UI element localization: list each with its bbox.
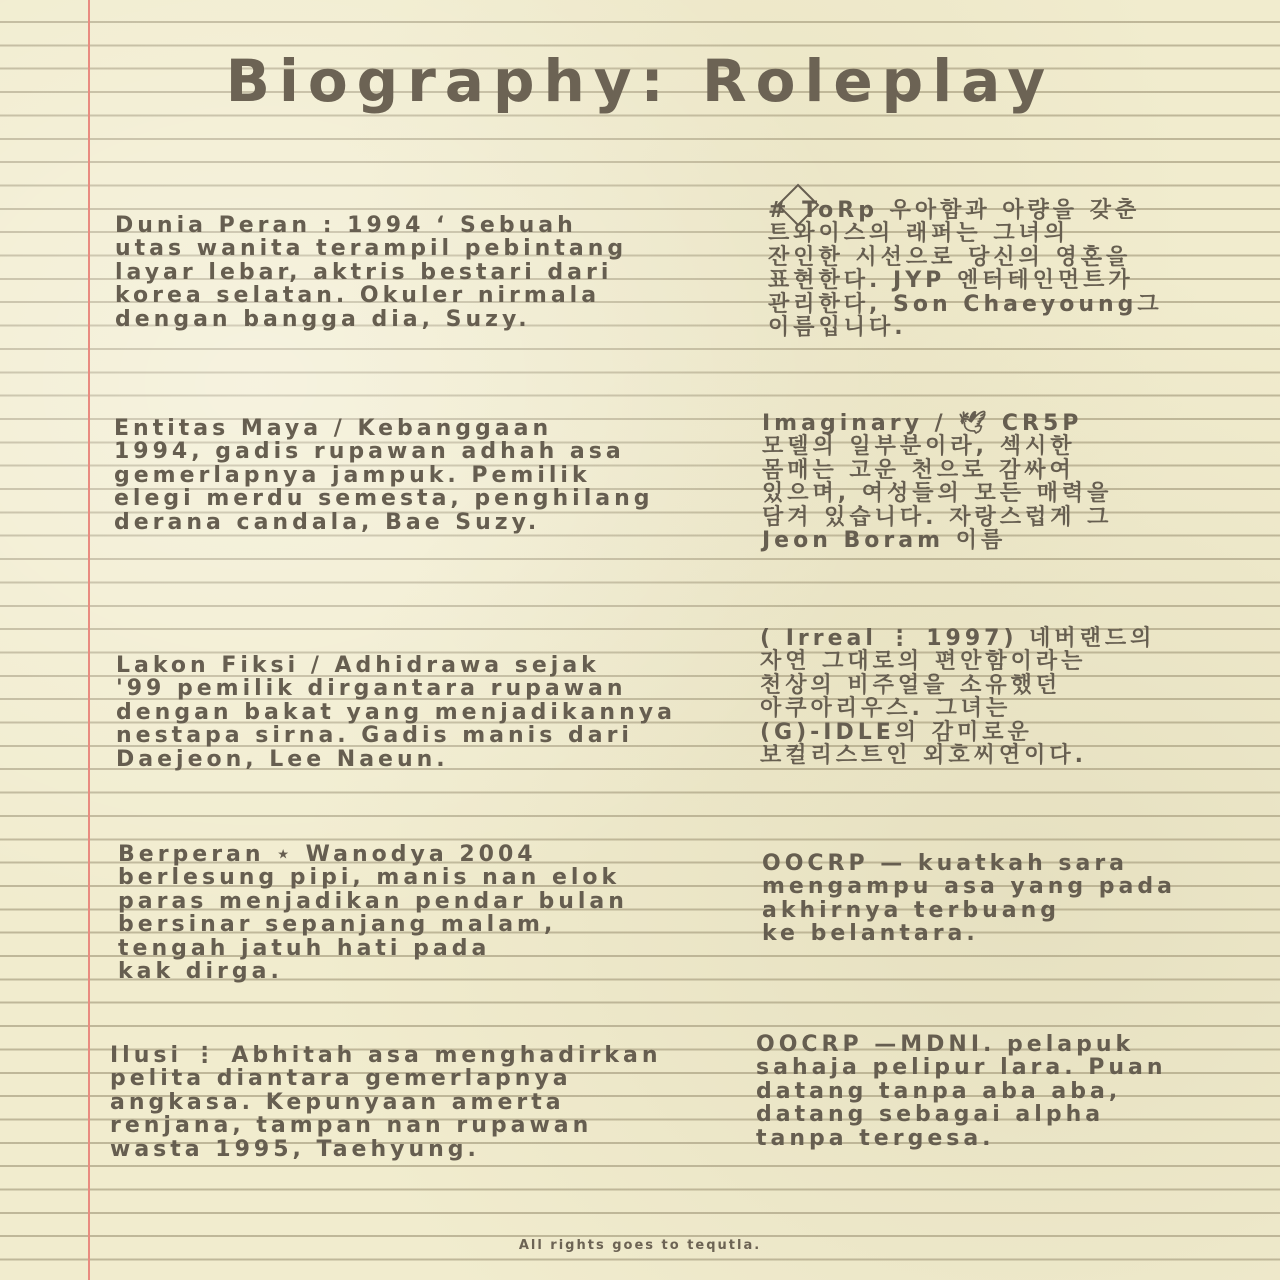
bio-entry-oocrp-2: OOCRP —MDNI. pelapuk sahaja pelipur lara. Puan datang tanpa aba aba, datang sebagai alpha tanpa tergesa. — [756, 1032, 1167, 1151]
bio-entry-dirga: Berperan ⋆ Wanodya 2004 berlesung pipi, manis nan elok paras menjadikan pendar bulan bersinar sepanjang malam, tengah jatuh hati pada kak dirga. — [118, 842, 628, 985]
bio-entry-suzy-2: Entitas Maya / Kebanggaan 1994, gadis rupawan adhah asa gemerlapnya jampuk. Pemilik elegi merdu semesta, penghilang derana candala, Bae Suzy. — [114, 416, 654, 535]
margin-line — [88, 0, 90, 1280]
bio-entry-irreal: ( Irreal ⋮ 1997) 네버랜드의 자연 그대로의 편안함이라는 천상의 비주얼을 소유했던 아쿠아리우스. 그녀는 (G)-IDLE의 감미로운 보컬리스트인 외호씨연이다. — [760, 626, 1156, 769]
page-title: Biography: Roleplay — [225, 47, 1055, 115]
footer-credit: All rights goes to tequtla. — [518, 1238, 762, 1253]
bio-entry-suzy-1: Dunia Peran : 1994 ‘ Sebuah utas wanita terampil pebintang layar lebar, aktris bestari dari korea selatan. Okuler nirmala dengan bangga dia, Suzy. — [115, 213, 628, 332]
bio-entry-taehyung: Ilusi ⋮ Abhitah asa menghadirkan pelita diantara gemerlapnya angkasa. Kepunyaan amerta renjana, tampan nan rupawan wasta 1995, Taehyung. — [110, 1043, 662, 1162]
bio-entry-oocrp-1: OOCRP — kuatkah sara mengampu asa yang pada akhirnya terbuang ke belantara. — [762, 851, 1176, 947]
bio-entry-naeun: Lakon Fiksi / Adhidrawa sejak '99 pemilik dirgantara rupawan dengan bakat yang menjadikannya nestapa sirna. Gadis manis dari Daejeon, Lee Naeun. — [116, 653, 676, 772]
bio-entry-boram: Imaginary / 🕊 CR5P 모델의 일부분이라, 섹시한 몸매는 고운 천으로 감싸여 있으며, 여성들의 모든 매력을 담겨 있습니다. 자랑스럽게 그 Jeon Boram 이름 — [762, 411, 1113, 554]
bio-entry-chaeyoung: # ToRp 우아함과 아량을 갖춘 트와이스의 래퍼는 그녀의 잔인한 시선으로 당신의 영혼을 표현한다. JYP 엔터테인먼트가 관리한다, Son Chaeyoung그 이름입니다. — [768, 198, 1163, 341]
